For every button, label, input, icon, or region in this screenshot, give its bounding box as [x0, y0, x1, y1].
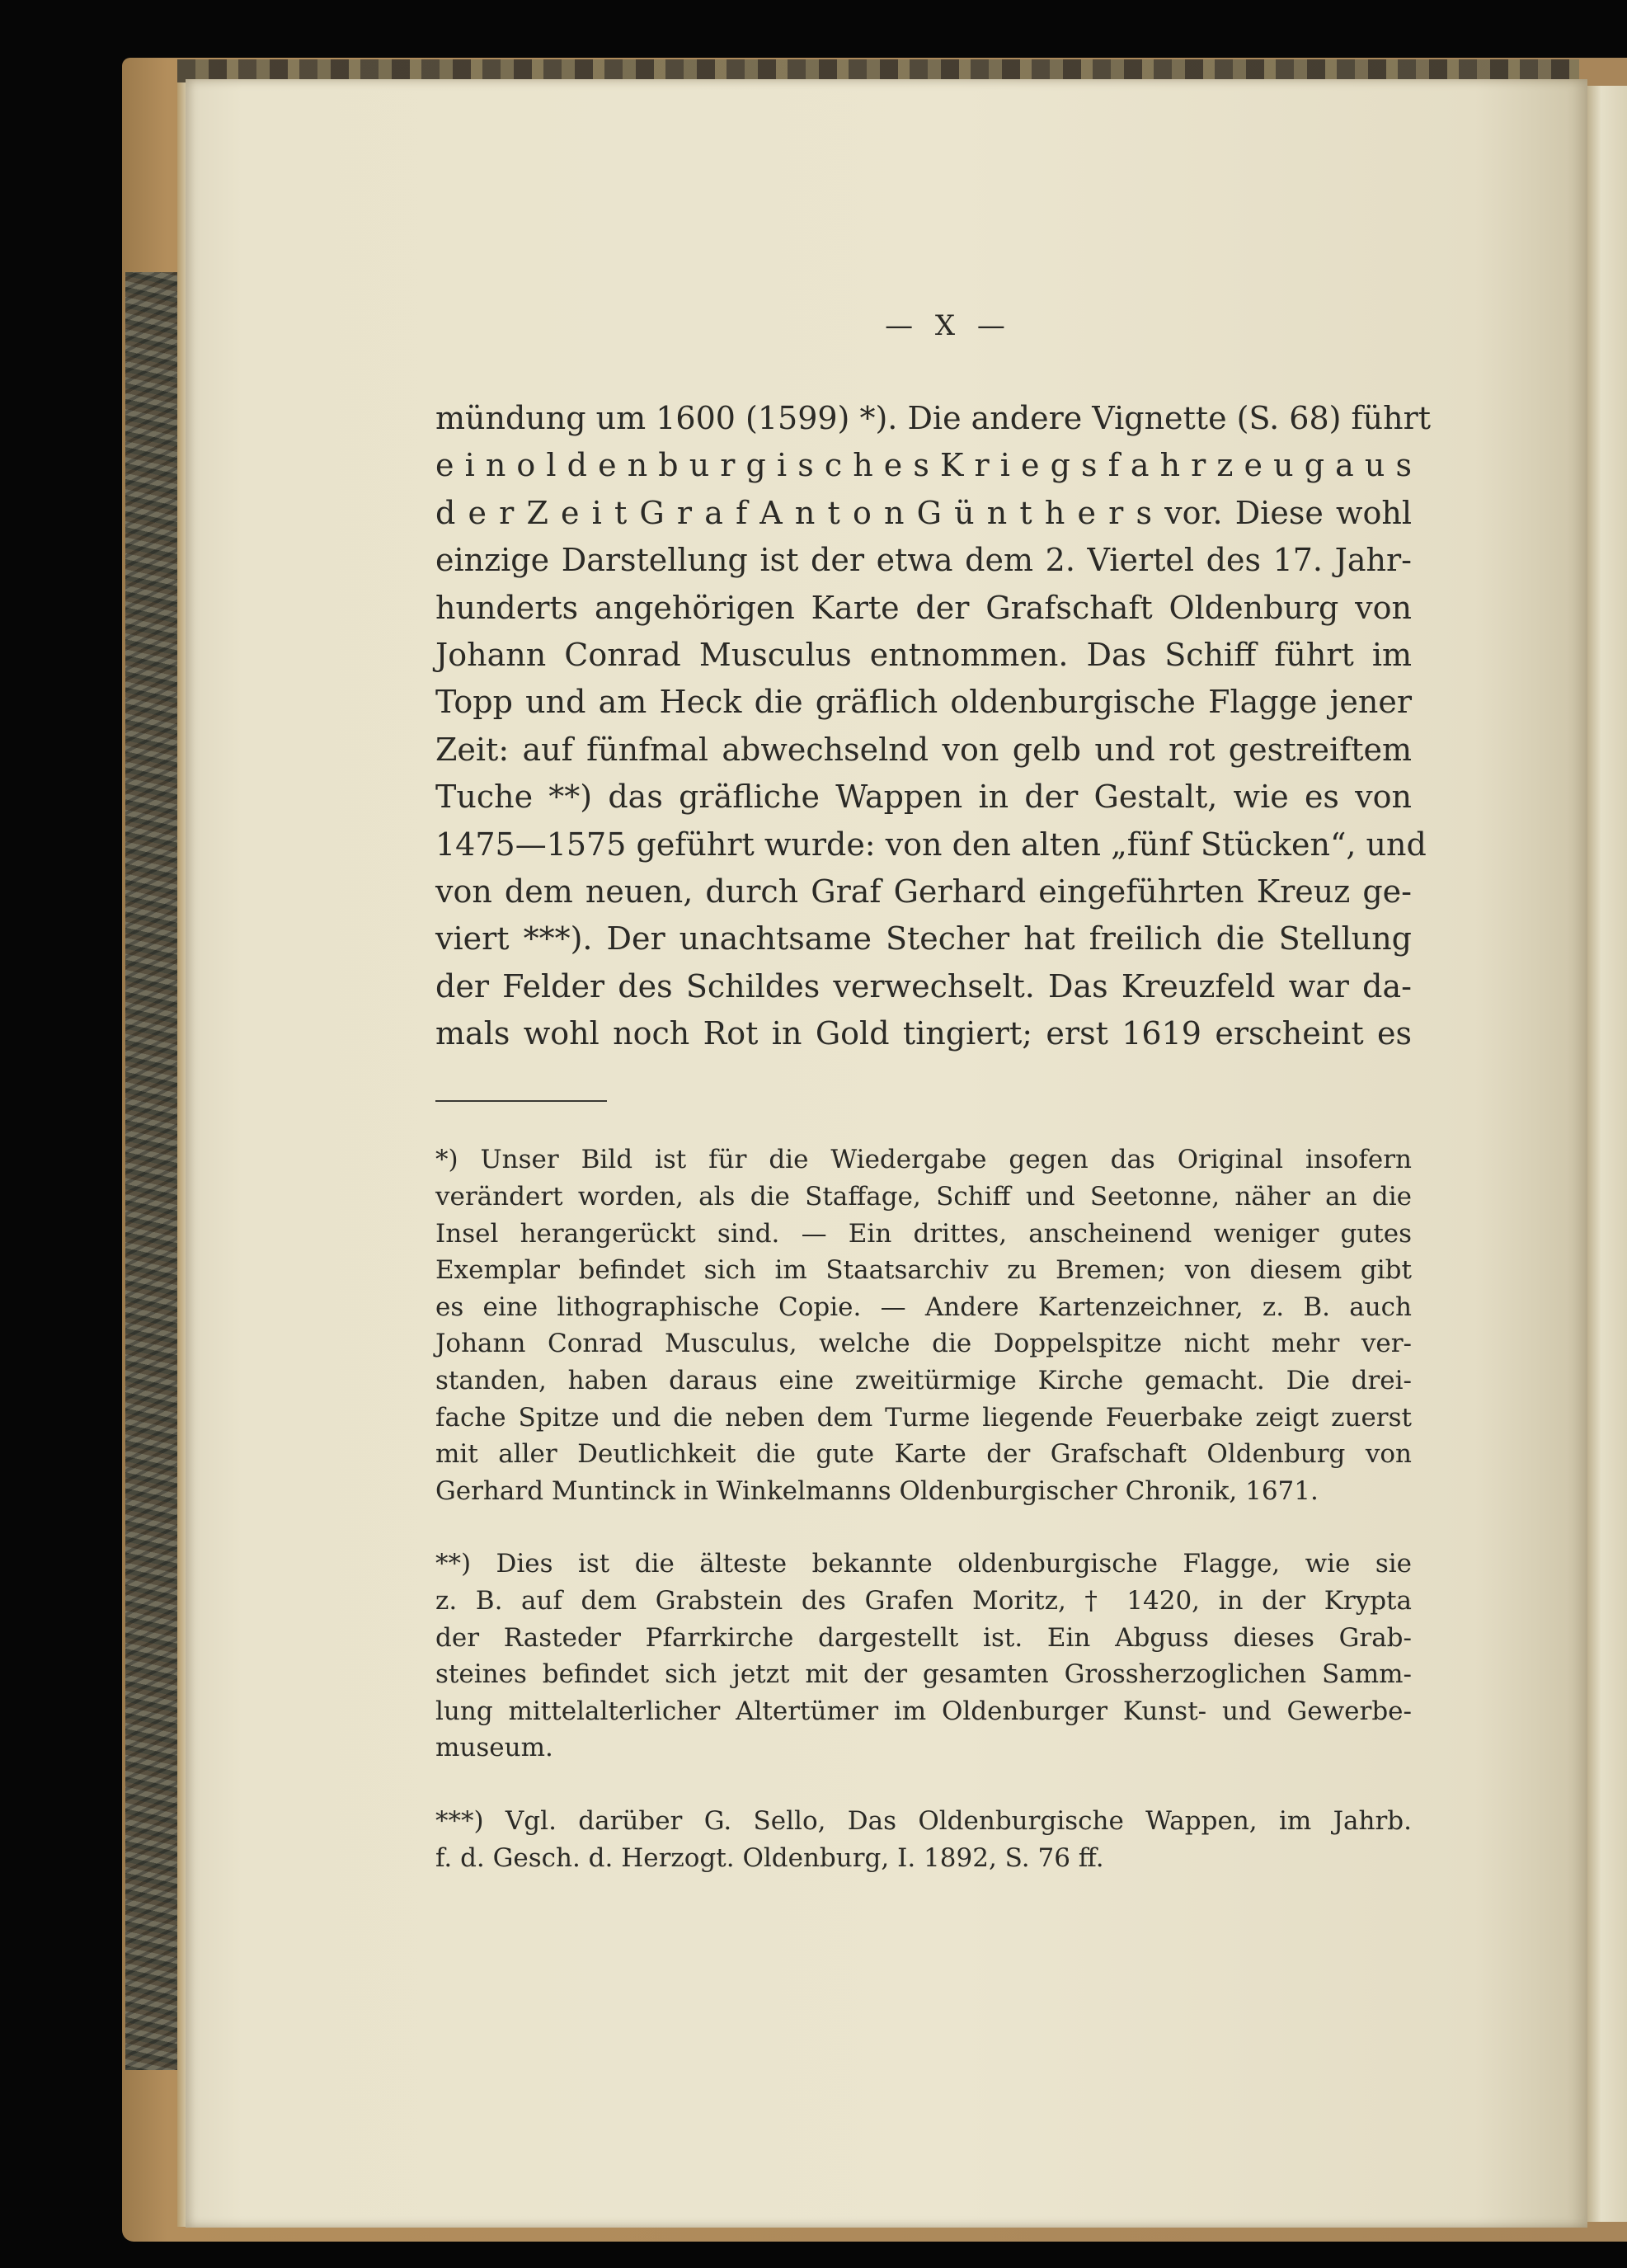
body-line: mündung um 1600 (1599) *). Die andere Vignette (S. 68) führt — [435, 400, 1432, 436]
footnote-line: der Rasteder Pfarrkirche dargestellt ist. Ein Abguss dieses Grab- — [435, 1622, 1412, 1653]
page-text — [435, 309, 1432, 1876]
facing-page-edge — [1587, 86, 1627, 2222]
footnote-line: standen, haben daraus eine zweitürmige Kirche gemacht. Die drei- — [435, 1366, 1412, 1396]
body-line: von dem neuen, durch Graf Gerhard eingeführten Kreuz ge- — [435, 873, 1412, 910]
body-text — [435, 395, 1432, 1057]
footnote-line: lung mittelalterlicher Altertümer im Oldenburger Kunst- und Gewerbe- — [435, 1696, 1412, 1726]
footnote-separator — [435, 1100, 607, 1102]
footnote-line: f. d. Gesch. d. Herzogt. Oldenburg, I. 1892, S. 76 ff. — [435, 1842, 1104, 1873]
body-line: viert ***). Der unachtsame Stecher hat freilich die Stellung — [435, 920, 1412, 958]
marbled-board — [125, 272, 181, 2070]
footnote-2 — [435, 1546, 1412, 1767]
footnote-line: ***) Vgl. darüber G. Sello, Das Oldenburgische Wappen, im Jahrb. — [435, 1805, 1412, 1836]
footnote-3 — [435, 1803, 1412, 1876]
body-line: der Felder des Schildes verwechselt. Das Kreuzfeld war da- — [435, 967, 1412, 1005]
footnote-line: Insel herangerückt sind. — Ein drittes, anscheinend weniger gutes — [435, 1218, 1412, 1249]
footnote-1 — [435, 1141, 1412, 1509]
footnote-gap — [435, 1509, 1412, 1546]
footnote-line: mit aller Deutlichkeit die gute Karte der Grafschaft Oldenburg von — [435, 1439, 1412, 1470]
footnote-line: Exemplar befindet sich im Staatsarchiv zu Bremen; von diesem gibt — [435, 1255, 1412, 1286]
footnote-line: es eine lithographische Copie. — Andere Kartenzeichner, z. B. auch — [435, 1292, 1412, 1322]
footnote-gap — [435, 1767, 1412, 1803]
page-number-header: — X — — [885, 309, 1012, 342]
body-line: mals wohl noch Rot in Gold tingiert; erst 1619 erscheint es — [435, 1015, 1412, 1052]
body-line: Tuche **) das gräfliche Wappen in der Gestalt, wie es von — [435, 779, 1412, 816]
body-line: hunderts angehörigen Karte der Grafschaft Oldenburg von — [435, 589, 1412, 626]
body-line: e i n o l d e n b u r g i s c h e s K r i e g s f a h r z e u g a u s — [435, 447, 1412, 484]
footnote-line: **) Dies ist die älteste bekannte oldenburgische Flagge, wie sie — [435, 1549, 1412, 1579]
footnote-line: z. B. auf dem Grabstein des Grafen Moritz, † 1420, in der Krypta — [435, 1586, 1412, 1616]
body-line: Zeit: auf fünfmal abwechselnd von gelb und rot gestreiftem — [435, 731, 1412, 768]
body-line: d e r Z e i t G r a f A n t o n G ü n t h e r s vor. Diese wohl — [435, 494, 1412, 531]
footnote-line: *) Unser Bild ist für die Wiedergabe gegen das Original insofern — [435, 1145, 1412, 1175]
footnote-line: museum. — [435, 1733, 553, 1763]
footnote-line: Gerhard Muntinck in Winkelmanns Oldenburgischer Chronik, 1671. — [435, 1475, 1319, 1506]
footnote-line: steines befindet sich jetzt mit der gesamten Grossherzoglichen Samm- — [435, 1659, 1412, 1690]
footnote-line: fache Spitze und die neben dem Turme liegende Feuerbake zeigt zuerst — [435, 1402, 1412, 1433]
body-line: einzige Darstellung ist der etwa dem 2. Viertel des 17. Jahr- — [435, 542, 1412, 579]
footnote-line: Johann Conrad Musculus, welche die Doppelspitze nicht mehr ver- — [435, 1329, 1412, 1359]
body-line: Topp und am Heck die gräflich oldenburgische Flagge jener — [435, 684, 1412, 721]
footnote-line: verändert worden, als die Staffage, Schiff und Seetonne, näher an die — [435, 1182, 1412, 1212]
body-line: Johann Conrad Musculus entnommen. Das Schiff führt im — [435, 636, 1412, 673]
body-line: 1475—1575 geführt wurde: von den alten „fünf Stücken“, und — [435, 826, 1427, 863]
